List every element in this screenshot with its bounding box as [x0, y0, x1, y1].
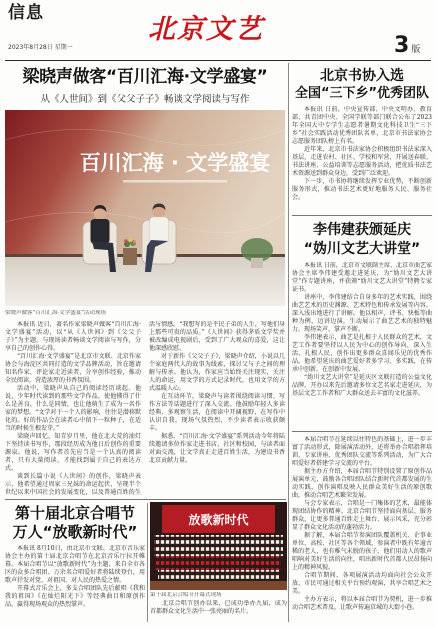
column-rule-feature	[147, 503, 148, 622]
choir-front-row	[158, 570, 279, 581]
feature-paragraph: 与会专家表示，合唱是一门集体的艺术，最能体现团结协作的精神。北京合唱节坚持面向基层、服务群众，让更多普通百姓走上舞台、展示风采，充分彰显了群众文化活动的蓬勃活力。	[292, 500, 432, 531]
feature-paragraph: 据主办方介绍，本届合唱节特别设置了原创作品展演单元，鼓励各合唱团队结合新时代首都发展的生动实践，创作演唱反映人民群众美好生活的原创歌曲，推动合唱艺术繁荣发展。	[292, 468, 432, 499]
header-rule	[5, 60, 431, 61]
choir-photo-caption: 第十届北京合唱节开幕式现场	[150, 592, 222, 598]
lead-paragraph: 在互动环节，梁晓声与读者围绕阅读习惯、写作方法等话题进行了深入交流。他鼓励年轻人多读经典、多观察生活，在阅读中开阔视野，在写作中认识自我。现场气氛热烈，不少读者表示收获颇丰。	[149, 393, 285, 432]
feature-body-left	[5, 545, 145, 622]
stage-floor	[150, 581, 287, 590]
side-table	[123, 248, 137, 265]
brief1-body	[292, 106, 432, 212]
feature-paragraph: 北京合唱节创办以来，已成功举办九届，成为首都群众文化生活中一张亮丽的名片。	[150, 600, 287, 615]
feature-headline-line2: 万人“放歌新时代”	[12, 523, 138, 541]
lead-paragraph: 本报讯 近日，著名作家梁晓声做客“百川汇海·文学盛宴”活动，以“从《人世间》到《父父子子》”为主题，与现场读者畅谈文学阅读与写作，分享自己的创作心得。	[5, 321, 141, 352]
screen-title: 放歌新时代	[188, 513, 249, 527]
lead-paragraph: 活动中，梁晓声从自己的阅读经历谈起。他说，少年时代读到的那些文学作品，使他懂得了什么是善良、什么是同情，也让他萌生了成为一名作家的梦想。“文学对于一个人的影响，往往是潜移默化的。好的作品会在读者心中留下一粒种子，在适当的时候生根发芽。”	[5, 385, 141, 432]
choir-back-rows	[154, 535, 283, 556]
brief2-headline-line2: “妫川文艺大讲堂”	[303, 241, 421, 257]
feature-paragraph: 本届合唱节在延续以往特色的基础上，进一步丰富了活动形式，除展演活动外，还将举办合唱指挥培训、专家讲座、优秀团队交流等系列活动，为广大合唱爱好者搭建学习交流的平台。	[292, 436, 432, 467]
brief1-paragraph: 近年来，北京市书法家协会积极组织书法家深入基层，走进农村、社区、学校和军营，开展送春联、书法讲座、公益培训等志愿服务活动，把优质书法艺术资源送到群众身边，受到广泛欢迎。	[292, 146, 432, 177]
lead-headline: 梁晓声做客“百川汇海·文学盛宴”	[22, 67, 268, 87]
feature-paragraph: 据了解，本届合唱节参演团队覆盖机关、企事业单位、高校、社区等各个领域，参演者中既有年逾古稀的老人，也有稚气未脱的孩子，他们用动人的歌声唱响对美好生活的向往，唱出新时代首都人民昂扬向上的精神风貌。	[292, 532, 432, 571]
page-number-unit: 版	[411, 45, 421, 55]
lead-paragraph: 对于新作《父父子子》，梁晓声介绍，小说以几个家庭两代人的故事为线索，探讨父与子之间的理解与传承。他认为，作家应当始终关注现实，关注人的命运，用文学的方式记录时代，也用文学的方式温暖人心。	[149, 353, 285, 392]
lead-paragraph: 据悉，“百川汇海·文学盛宴”系列活动今年将陆续邀请多位作家走进书店、社区和校园，与读者面对面交流，让文学真正走进百姓生活，为建设书香北京贡献力量。	[149, 433, 285, 464]
brief1-paragraph: 下一步，市书协将继续发挥专业优势，不断创新服务形式，推动书法艺术更好地服务人民、服务社会。	[292, 178, 432, 201]
brief2-bottom-rule	[292, 431, 432, 432]
lead-paragraph: “百川汇海·文学盛宴”是北京市文联、北京作家协会与海淀区共同打造的文学品牌活动，旨在邀请知名作家、评论家走近读者，分享创作经验，推动全民阅读，营造浓厚的书香氛围。	[5, 353, 141, 384]
lead-subheadline: 从《人世间》到《父父子子》畅谈文学阅读与写作	[40, 94, 250, 105]
backdrop-title: 百川汇海 · 文学盛宴	[79, 151, 271, 175]
feature-paragraph: 开幕式音乐会上，多支合唱团队先后献唱《我和我的祖国》《在灿烂阳光下》等经典曲目和原创作品，赢得现场观众的热烈掌声。	[5, 585, 145, 608]
feature-paragraph: 主办方表示，将以本届合唱节为契机，进一步推动合唱艺术普及，让歌声传遍京城的大街小巷。	[292, 596, 432, 611]
feature-headline-line1: 第十届北京合唱节	[14, 504, 135, 522]
feature-paragraph: 本报讯 8月10日，由北京市文联、北京市音乐家协会主办的第十届北京合唱节在北京音乐厅拉开帷幕。本届合唱节以“放歌新时代”为主题，来自全市各区的众多合唱团、万余名合唱爱好者将陆续登台，用歌声抒发对党、对祖国、对人民的热爱之情。	[5, 545, 145, 584]
masthead-logo: 北京文艺	[148, 14, 264, 45]
issue-date: 2023年8月28日 星期一	[8, 44, 73, 51]
stage-floor	[5, 257, 285, 306]
brief2-body	[292, 262, 432, 428]
feature-body-under-photo	[150, 600, 287, 622]
lead-bottom-rule	[5, 499, 286, 500]
speaker-left-body	[91, 219, 110, 244]
brief2-headline-line1: 李伟建获颁延庆	[313, 222, 411, 238]
choir-middle-row	[156, 556, 281, 570]
lead-paragraph: 梁晓声回忆，知青岁月里，他在北大荒的油灯下坚持读书写作，那段经历成为他日后创作的重要源泉。他说，写作者首先应当是一个认真的阅读者，只有大量阅读，才能找到属于自己的表达方式。	[5, 433, 141, 472]
lead-body	[5, 321, 285, 497]
brief2-paragraph: “妫川文艺大讲堂”是延庆区文联打造的公益文化品牌，开办以来先后邀请多位文艺名家走进延庆，为基层文艺工作者和广大群众送去丰富的文化滋养。	[292, 374, 432, 397]
brief1-paragraph: 本报讯 日前，中央宣传部、中央文明办、教育部、共青团中央、全国学联等部门联合公布了2023年全国大中专学生志愿者暑期文化科技卫生“三下乡”社会实践活动优秀团队名单，北京市书法家协会志愿服务团队榜上有名。	[292, 106, 432, 145]
plant-pot	[251, 258, 263, 268]
feature-body-right	[292, 436, 432, 622]
brief2-paragraph: 李伟建表示，曲艺是扎根于人民群众的艺术，文艺工作者要坚持以人民为中心的创作导向，深入生活、扎根人民，创作出更多群众喜闻乐见的优秀作品。他希望延庆的曲艺爱好者多学习、多实践，在传承中创新，在创新中发展。	[292, 334, 432, 373]
lead-paragraph: 谈到长篇小说《人世间》的创作，梁晓声表示，他希望通过周家三兄妹的命运起伏，呈现半个世纪以来中国社会的发展变化，以及普通百姓的生活与情感。“我想写的是平民子弟的人生，写他们身上那些可贵的品质。”《人世间》获得茅盾文学奖并被改编成电视剧后，受到了广大观众的喜爱，这让他深感欣慰。	[5, 321, 285, 496]
brief1-headline-line2: 全国“三下乡”优秀团队	[294, 86, 430, 101]
choir-photo	[150, 502, 287, 590]
section-title: 信息	[8, 3, 44, 23]
brief1-headline-line1: 北京书协入选	[320, 68, 404, 84]
column-rule-right	[288, 63, 289, 622]
backdrop-subtitle-band	[123, 180, 227, 183]
feature-paragraph: 合唱节期间，各项展演活动均面向社会公众开放，市民可通过相关平台预约观演，共享合唱艺术之美。	[292, 572, 432, 595]
page-number	[394, 34, 432, 58]
brief-separator-rule	[292, 215, 432, 216]
brief2-paragraph: 讲座中，李伟建结合自身多年的艺术实践，围绕曲艺艺术的历史渊源、艺术特色和传承发展等内容，深入浅出地进行了讲解。他以相声、评书、快板等曲种为例，边讲边演，生动展示了曲艺艺术的独特魅力，现场笑声、掌声不断。	[292, 294, 432, 333]
page-number-value: 3	[394, 33, 410, 58]
speaker-right-body	[150, 217, 169, 243]
brief2-paragraph: 本报讯 日前，北京市文联副主席、北京市曲艺家协会主席李伟建受邀走进延庆，为“妫川文艺大讲堂”作专题讲座，并获颁“妫川文艺大讲堂”特聘专家证书。	[292, 262, 432, 293]
lead-photo-caption: 梁晓声做客“百川汇海·文学盛宴”活动现场	[5, 310, 106, 316]
lead-photo	[5, 110, 285, 306]
